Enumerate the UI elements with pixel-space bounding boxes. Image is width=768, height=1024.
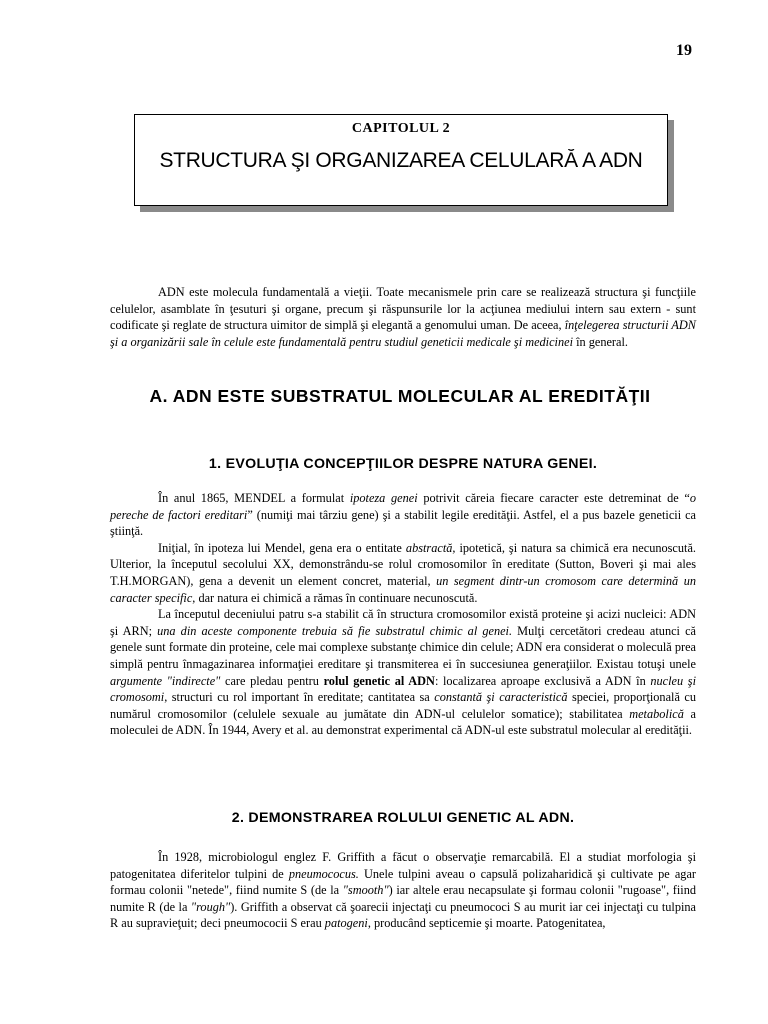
- text-run: Iniţial, în ipoteza lui Mendel, gena era o entitate: [158, 540, 406, 555]
- bold-text: rolul genetic al ADN: [323, 673, 435, 688]
- body-paragraph: [110, 606, 696, 739]
- text-run: ADN este molecula fundamentală a vieţii. Toate mecanismele prin care se realizează structura şi funcţiile celulelor, asamblate în ţesuturi şi organe, precum şi răspunsurile lor la acţiunea mediului intern sau extern - sunt codificate şi reglate de structura uimitor de simplă şi elegantă a genomului uman. De aceea,: [110, 285, 696, 333]
- body-paragraph: [110, 540, 696, 606]
- italic-text: un segment dintr-un cromosom care determină un caracter specific: [110, 573, 696, 605]
- italic-text: una din aceste componente trebuia să fie substratul chimic al genei.: [157, 623, 513, 638]
- body-paragraph: [110, 849, 696, 932]
- italic-text: "smooth": [342, 883, 389, 898]
- text-run: La începutul deceniului patru s-a stabilit că în structura cromosomilor există proteine şi acizi nucleici: ADN şi ARN;: [110, 607, 696, 638]
- text-run: : localizarea aproape exclusivă a ADN în: [434, 673, 651, 688]
- text-run: În 1928, microbiologul englez F. Griffith a făcut o observaţie remarcabilă. El a studiat morfologia şi patogenitatea diferitelor tulpini de: [110, 850, 696, 881]
- chapter-title: STRUCTURA ŞI ORGANIZAREA CELULARĂ A ADN: [159, 149, 643, 172]
- italic-text: abstractă,: [405, 540, 456, 555]
- italic-text: înţelegerea structurii ADN şi a organizării sale în celule este fundamentală pentru studiul geneticii medicale şi medicinei: [110, 318, 696, 349]
- italic-text: o pereche de factori ereditari: [110, 491, 696, 522]
- italic-text: "rough": [190, 899, 231, 914]
- chapter-label: CAPITOLUL 2: [351, 121, 451, 136]
- subsection-2-body: [110, 849, 696, 932]
- body-paragraph: [110, 490, 696, 540]
- text-run: potrivit căreia fiecare caracter este detreminat de “: [417, 491, 690, 505]
- italic-text: constantă şi caracteristică: [434, 690, 568, 705]
- italic-text: argumente "indirecte": [110, 673, 221, 688]
- chapter-box: [134, 114, 668, 206]
- italic-text: pneumococus.: [288, 866, 359, 881]
- text-run: ) iar altele erau necapsulate şi formau colonii "rugoase", fiind numite R (de la: [110, 883, 697, 914]
- subsection-1-body: [110, 490, 696, 739]
- text-run: , producând septicemie şi moarte. Patogenitatea,: [367, 916, 606, 931]
- italic-text: nucleu şi cromosomi: [110, 673, 696, 705]
- subsection-2-title: 2. DEMONSTRAREA ROLULUI GENETIC AL ADN.: [231, 810, 575, 826]
- subsection-1-title: 1. EVOLUŢIA CONCEPŢIILOR DESPRE NATURA GENEI.: [208, 456, 598, 472]
- italic-text: patogeni: [324, 916, 368, 931]
- text-run: ). Griffith a observat că şoarecii injectaţi cu pneumococi S au murit iar cei injectaţi cu tulpina R au supravieţuit; deci pneumococii S erau: [110, 899, 696, 931]
- intro-paragraph: [110, 284, 696, 350]
- text-run: ” (numiţi mai târziu gene) şi a stabilit legile eredităţii. Astfel, el a pus bazele geneticii ca ştiinţă.: [110, 507, 696, 539]
- intro-paragraph-block: [110, 284, 696, 350]
- italic-text: metabolică: [629, 706, 684, 721]
- italic-text: ipoteza genei: [349, 491, 418, 505]
- section-a-title: A. ADN ESTE SUBSTRATUL MOLECULAR AL EREDITĂŢII: [149, 386, 651, 406]
- text-run: a moleculei de ADN. În 1944, Avery et al. au demonstrat experimental că ADN-ul este substratul molecular al eredităţii.: [110, 706, 696, 738]
- text-run: În anul 1865, MENDEL a formulat: [158, 491, 350, 505]
- text-run: speciei, proporţională cu numărul cromosomilor (celulele sexuale au jumătate din ADN-ul celulelor somatice); stabilitatea: [110, 690, 696, 721]
- text-run: , structuri cu rol important în ereditate; cantitatea sa: [164, 690, 435, 705]
- text-run: care pledau pentru: [220, 673, 324, 688]
- text-run: , dar natura ei chimică a rămas în continuare necunoscută.: [192, 590, 478, 605]
- text-run: în general.: [573, 334, 628, 349]
- text-run: Mulţi cercetători credeau atunci că genele sunt formate din proteine, cele mai complexe substanţe chimice din celule; ADN era considerat o moleculă prea simplă pentru înmagazinarea informaţiei ereditare şi transmiterea ei în succesiunea generaţiilor. Existau totuşi unele: [110, 623, 697, 671]
- text-run: ipotetică, şi natura sa chimică era necunoscută. Ulterior, la începutul secolului XX, demonstrându-se rolul cromosomilor în ereditate (Sutton, Boveri şi mai ales T.H.MORGAN), gena a devenit un element concret, material,: [110, 540, 696, 588]
- page-number: 19: [676, 42, 692, 59]
- text-run: Unele tulpini aveau o capsulă polizaharidică şi cultivate pe agar formau colonii "netede", fiind numite S (de la: [110, 866, 696, 898]
